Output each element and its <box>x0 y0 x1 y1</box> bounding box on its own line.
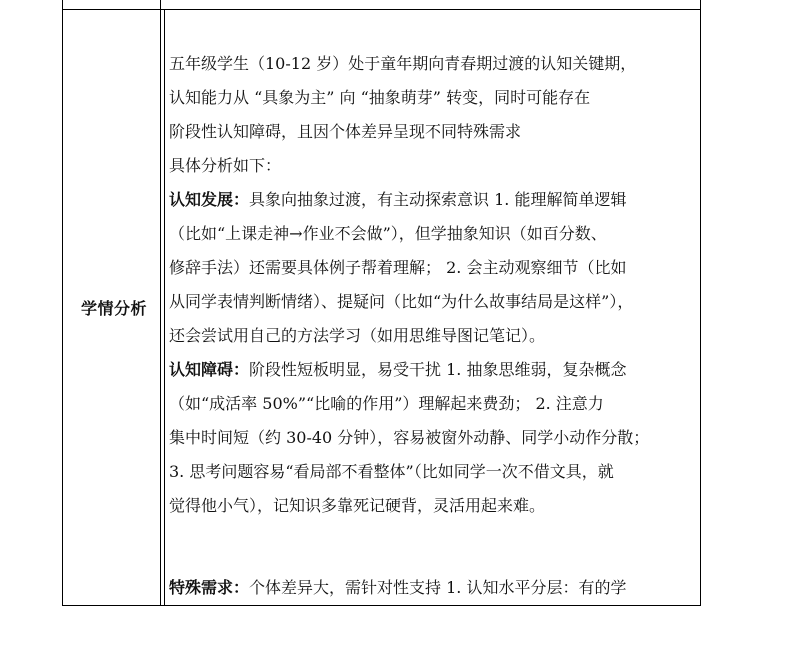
line-text: 五年级学生（10-12 岁）处于童年期向青春期过渡的认知关键期， <box>169 54 637 73</box>
line-text: 还会尝试用自己的方法学习（如用思维导图记笔记）。 <box>169 326 546 345</box>
content-line <box>169 578 626 598</box>
line-text: 具象向抽象过渡，有主动探索意识 1. 能理解简单逻辑 <box>249 190 627 209</box>
line-text: 3. 思考问题容易“看局部不看整体”（比如同学一次不借文具，就 <box>169 462 614 481</box>
table-row-divider <box>63 9 700 10</box>
line-text: 集中时间短（约 30-40 分钟），容易被窗外动静、同学小动作分散； <box>169 428 650 447</box>
content-line <box>169 360 626 380</box>
content-line <box>169 156 281 176</box>
content-line <box>169 292 633 312</box>
row-label-student-analysis: 学情分析 <box>80 299 147 318</box>
line-text: （如“成活率 50%”“比喻的作用”）理解起来费劲； 2. 注意力 <box>169 394 604 413</box>
section-heading-cognitive-barriers: 认知障碍： <box>169 360 250 379</box>
content-line <box>169 258 626 278</box>
content-line <box>169 88 590 108</box>
section-heading-cognitive-development: 认知发展： <box>169 190 250 209</box>
table-inner-line <box>164 9 165 605</box>
table-column-divider-top <box>160 0 161 9</box>
line-text: 具体分析如下： <box>169 156 282 175</box>
line-text: 修辞手法）还需要具体例子帮着理解； 2. 会主动观察细节（比如 <box>169 258 627 277</box>
content-line <box>169 122 521 142</box>
table-column-divider <box>160 9 161 605</box>
line-text: 阶段性认知障碍，且因个体差异呈现不同特殊需求 <box>169 122 522 141</box>
content-line <box>169 326 545 346</box>
content-line <box>169 428 649 448</box>
content-line <box>169 496 545 516</box>
content-line <box>169 224 607 244</box>
line-text: （比如“上课走神→作业不会做”），但学抽象知识（如百分数、 <box>169 224 607 243</box>
line-text: 认知能力从 “具象为主” 向 “抽象萌芽” 转变，同时可能存在 <box>169 88 591 107</box>
content-line <box>169 54 636 74</box>
content-line <box>169 190 626 210</box>
content-line <box>169 462 614 482</box>
content-line <box>169 394 604 414</box>
line-text: 个体差异大，需针对性支持 1. 认知水平分层：有的学 <box>249 578 627 597</box>
line-text: 阶段性短板明显，易受干扰 1. 抽象思维弱，复杂概念 <box>249 360 627 379</box>
line-text: 从同学表情判断情绪）、提疑问（比如“为什么故事结局是这样”）， <box>169 292 634 311</box>
line-text: 觉得他小气），记知识多靠死记硬背，灵活用起来难。 <box>169 496 546 515</box>
section-heading-special-needs: 特殊需求： <box>169 578 250 597</box>
